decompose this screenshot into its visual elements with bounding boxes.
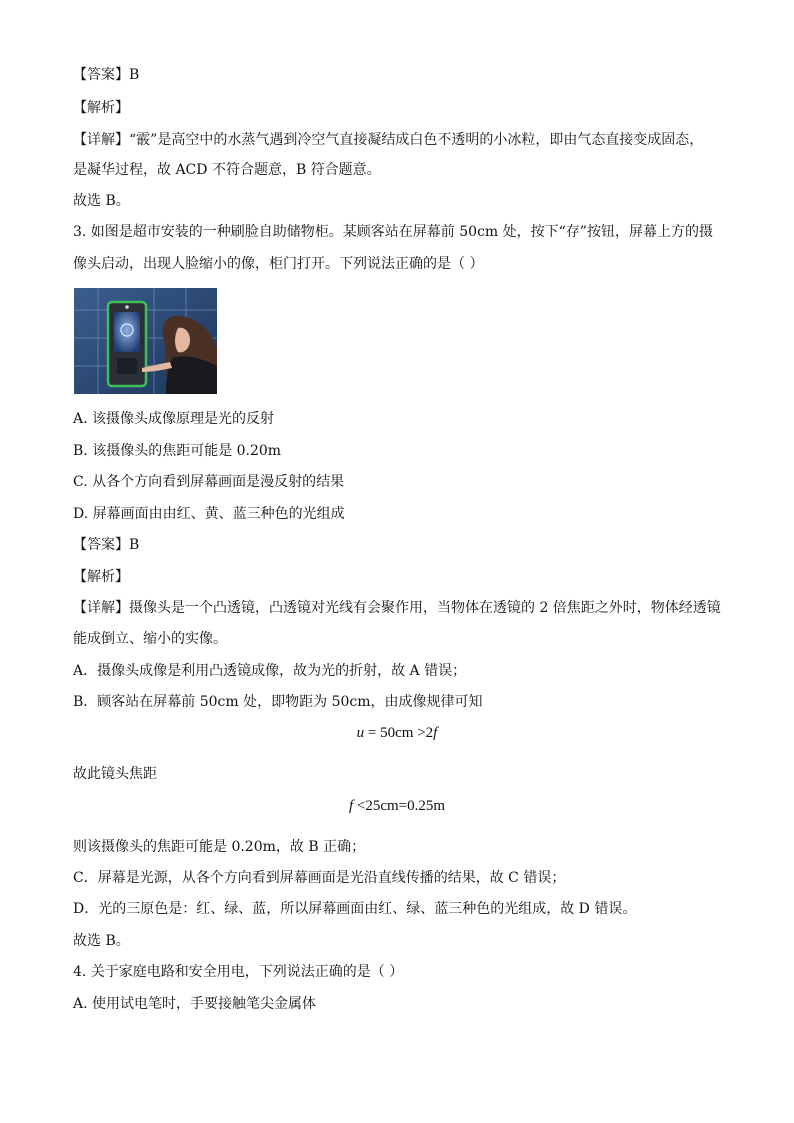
detail-text: 摄像头是一个凸透镜，凸透镜对光线有会聚作用，当物体在透镜的 2 倍焦距之外时，物体经透镜 (129, 600, 721, 616)
q3-stem-line2: 像头启动，出现人脸缩小的像，柜门打开。下列说法正确的是（ ） (73, 256, 484, 272)
q3-conclusion: 故选 B。 (73, 933, 130, 949)
q2-conclusion: 故选 B。 (73, 193, 130, 209)
answer-value: B (129, 537, 140, 553)
q3-point-b: B．顾客站在屏幕前 50cm 处，即物距为 50cm，由成像规律可知 (73, 694, 483, 710)
formula-object-distance (0, 725, 794, 742)
detail-tag: 【详解】 (73, 132, 129, 148)
q4-stem: 4. 关于家庭电路和安全用电，下列说法正确的是（ ） (73, 964, 404, 980)
answer-tag: 【答案】 (73, 67, 129, 83)
detail-tag: 【详解】 (73, 600, 129, 616)
q3-option-b: B. 该摄像头的焦距可能是 0.20m (73, 443, 282, 459)
q3-stem-line1: 3. 如图是超市安装的一种刷脸自助储物柜。某顾客站在屏幕前 50cm 处，按下“存”按钮，屏幕上方的摄 (73, 224, 713, 240)
q3-analysis-tag: 【解析】 (73, 569, 129, 585)
q3-detail-line1 (73, 598, 721, 618)
q3-option-d: D. 屏幕画面由由红、黄、蓝三种色的光组成 (73, 506, 345, 522)
q3-between-line: 故此镜头焦距 (73, 766, 157, 782)
q2-analysis-tag: 【解析】 (73, 100, 129, 116)
q2-detail-line1 (73, 130, 703, 150)
locker-photo (74, 288, 217, 394)
q3-option-c: C. 从各个方向看到屏幕画面是漫反射的结果 (73, 474, 345, 490)
q3-point-d: D．光的三原色是：红、绿、蓝，所以屏幕画面由红、绿、蓝三种色的光组成，故 D 错误。 (73, 901, 637, 917)
formula-rest: = 50cm >2 (364, 725, 434, 741)
detail-text: “霰”是高空中的水蒸气遇到冷空气直接凝结成白色不透明的小冰粒，即由气态直接变成固态， (129, 132, 704, 148)
formula-var-u: u (356, 725, 365, 741)
q3-option-a: A. 该摄像头成像原理是光的反射 (73, 411, 275, 427)
locker-photo-illustration (74, 288, 217, 394)
q3-point-a: A．摄像头成像是利用凸透镜成像，故为光的折射，故 A 错误； (73, 663, 467, 679)
q3-then-line: 则该摄像头的焦距可能是 0.20m，故 B 正确； (73, 839, 366, 855)
formula-focal-length (0, 798, 794, 815)
q4-option-a: A. 使用试电笔时，手要接触笔尖金属体 (73, 996, 317, 1012)
q2-answer-line (73, 65, 139, 85)
q3-detail-line2: 能成倒立、缩小的实像。 (73, 631, 227, 647)
formula-rest: <25cm=0.25m (353, 798, 446, 814)
q2-detail-line2: 是凝华过程，故 ACD 不符合题意，B 符合题意。 (73, 162, 381, 178)
formula-var-f: f (348, 798, 354, 814)
formula-var-f: f (433, 725, 438, 741)
answer-tag: 【答案】 (73, 537, 129, 553)
q3-point-c: C．屏幕是光源，从各个方向看到屏幕画面是光沿直线传播的结果，故 C 错误； (73, 870, 566, 886)
answer-value: B (129, 67, 140, 83)
q3-answer-line (73, 535, 139, 555)
